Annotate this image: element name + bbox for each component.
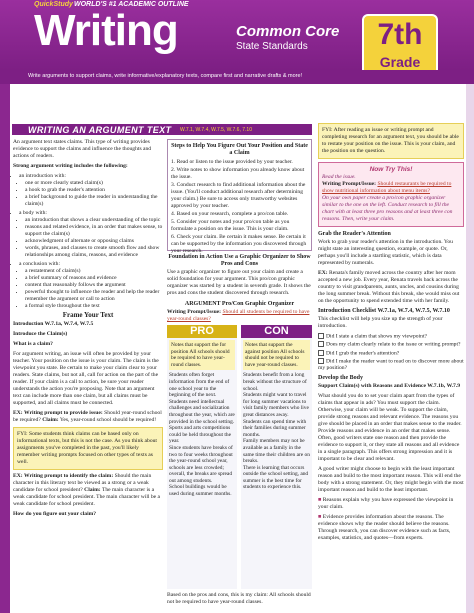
list-item: • powerful thought to influence the reader and help the reader remember the argument or call to action bbox=[25, 289, 163, 303]
grade-number: 7th bbox=[377, 18, 423, 51]
list-item: • content that reasonably follows the argument bbox=[25, 282, 163, 289]
checklist-item[interactable]: Does my claim clearly relate to the issue or writing prompt? bbox=[318, 341, 464, 348]
organizer-prompt: Writing Prompt/Issue: Should all students be required to have year-round classes? bbox=[167, 309, 310, 322]
list-item: • an introduction that shows a clear understanding of the topic bbox=[25, 217, 163, 224]
step-item: 6. Check your claim. Be certain it makes sense. Be certain it can be supported by the information you discovered through your research. bbox=[171, 234, 307, 254]
argument-organizer-heading: ARGUMENT Pro/Con Graphic Organizer bbox=[184, 301, 295, 307]
checklist-item[interactable]: Did I make the reader want to read on to discover more about my position? bbox=[318, 358, 464, 372]
evidence-bullet: ■ Evidence provides information about the reasons. The evidence shows why the reader should believe the reasons. Through research, you can discover evidence such as facts, examples, statistics, and quotes—from experts. bbox=[318, 514, 451, 542]
con-item: Students can spend time with their families during summer months. bbox=[243, 418, 307, 438]
section-title: WRITING AN ARGUMENT TEXT bbox=[28, 125, 172, 135]
develop-body-heading: Develop the Body bbox=[318, 375, 363, 382]
intro-checklist-text: This checklist will help you size up the strength of your introduction. bbox=[318, 316, 443, 329]
pro-column bbox=[167, 325, 237, 589]
intro-paragraph: An argument text states claims. This type of writing provides evidence to support the claims and influence the thoughts and actions of readers. bbox=[13, 139, 152, 159]
bullet-icon: ■ bbox=[318, 497, 323, 504]
column-3 bbox=[318, 120, 464, 545]
pro-item: Students need intellectual challenges and socialization throughout the year, which are provided in the school setting. bbox=[169, 398, 235, 425]
brand-tagline: WORLD'S #1 ACADEMIC OUTLINE bbox=[74, 1, 189, 8]
checkbox-icon[interactable] bbox=[318, 350, 324, 356]
introduction-heading: Introduction W.7.1a, W.7.4, W.7.5 bbox=[13, 321, 94, 327]
support-claims-subheading: Support Claim(s) with Reasons and Evidence W.7.1b, W.7.9 bbox=[318, 383, 461, 390]
pro-note: Notes that support the for position All schools should be required to have year-round classes. bbox=[169, 340, 235, 370]
strong-writing-heading: Strong argument writing includes the following: bbox=[13, 163, 128, 169]
subtitle-state-standards: State Standards bbox=[236, 41, 308, 52]
checklist-item[interactable]: Did I grab the reader's attention? bbox=[318, 350, 464, 357]
column-2 bbox=[167, 139, 312, 606]
reasons-bullet: ■ Reasons explain why you have expressed the viewpoint in your claim. bbox=[318, 497, 454, 511]
con-item: Family members may not be available as a family in the same time their children are on breaks. bbox=[243, 438, 310, 465]
right-margin-bar bbox=[466, 84, 474, 613]
checklist bbox=[318, 333, 464, 372]
claim-explanation: For argument writing, an issue will often be provided by your teacher. Your position on the issue is your claim. The claim is the viewpoint you state. Be certain to make your claim clear to your readers. State claims, but not all, call for action on the part of the reader. If your claim is a call to action, be sure your reader understands the action you're proposing. Note that an argument text can include more than one claim, but all claims must be supported, and all claims must be connected. bbox=[13, 351, 159, 406]
brand-logo: QuickStudy bbox=[34, 1, 73, 8]
try-instructions: On your own paper create a pro/con graphic organizer similar to the one on the left. Conduct research to fill the chart with at least three pro reasons and at least three con reasons. Then, write your claim. bbox=[322, 195, 453, 222]
steps-box bbox=[167, 139, 312, 254]
pro-item: Students often forget information from the end of one school year to the beginning of the next. bbox=[169, 372, 230, 399]
step-item: 2. Write notes to show information you already know about the issue. bbox=[171, 167, 305, 180]
con-note: Notes that support the against position All schools should not be required to have year-round classes. bbox=[243, 340, 310, 370]
list-item: • a brief background to guide the reader in understanding the claim(s) bbox=[25, 194, 163, 208]
now-try-this-box bbox=[318, 162, 464, 227]
list-item: • a brief summary of reasons and evidence bbox=[25, 275, 163, 282]
con-item: There is learning that occurs outside the school setting, and summer is the best time for students to experience this. bbox=[243, 464, 309, 491]
intro-checklist-heading: Introduction Checklist W.7.1a, W.7.4, W.7.5, W.7.10 bbox=[318, 308, 450, 314]
try-prompt: Writing Prompt/Issue: Should restaurants be required to show nutritional information about menu items? bbox=[322, 181, 452, 194]
list-item: • an introduction with: bbox=[19, 173, 163, 180]
steps-title: Steps to Help You Figure Out Your Position and State a Claim bbox=[171, 143, 308, 156]
structure-list bbox=[19, 173, 163, 310]
grade-badge bbox=[362, 14, 438, 76]
step-item: 4. Based on your research, complete a pro/con table. bbox=[171, 211, 289, 217]
checklist-item[interactable]: Did I state a claim that shows my viewpoint? bbox=[318, 333, 464, 340]
step-item: 1. Read or listen to the issue provided by your teacher. bbox=[171, 159, 293, 165]
list-item: • words, phrases, and clauses to create smooth flow and show relationships among claims, reasons, and evidence bbox=[25, 245, 163, 259]
claim-question: What is a claim? bbox=[13, 341, 53, 347]
step-item: 5. Consider your notes and your pro/con table as you formulate a position on the issue. This is your claim. bbox=[171, 219, 290, 232]
con-header: CON bbox=[241, 325, 312, 338]
foundation-text: Use a graphic organizer to figure out your claim and create a solid foundation for your argument. This pro/con graphic organizer was started by a student in seventh grade. It shows the pros and cons the student discovered through research. bbox=[167, 269, 311, 296]
pro-header: PRO bbox=[167, 325, 237, 338]
section-standards-ref: W.7.1, W.7.4, W.7.5, W.7.6, 7.10 bbox=[180, 127, 252, 133]
con-column bbox=[241, 325, 312, 589]
introduce-claims-heading: Introduce the Claim(s) bbox=[13, 331, 68, 337]
example-renata: EX: Renata's family moved across the country after her mom accepted a new job. Every year, Renata travels back across the country to visit grandparents, aunts, uncles, and cousins during the long summer break. Without this break, she would miss out on the opportunity to spend extended time with her family. bbox=[318, 270, 460, 304]
checkbox-icon[interactable] bbox=[318, 341, 324, 347]
body-text-2: A good writer might choose to begin with the least important reason and build to the most important reason. This will end the body with a strong statement. Or, they might begin with the most important reason and build to the least important. bbox=[318, 466, 464, 494]
pro-item: Sports and arts competitions could be held throughout the year. bbox=[169, 425, 231, 445]
list-item: • a restatement of claim(s) bbox=[25, 268, 163, 275]
column-1 bbox=[13, 139, 163, 521]
sub-list bbox=[25, 217, 163, 259]
checkbox-icon[interactable] bbox=[318, 358, 324, 364]
list-item: • a body with: bbox=[19, 210, 163, 217]
list-item: • reasons and related evidence, in an order that makes sense, to support the claim(s) bbox=[25, 224, 163, 238]
grab-attention-heading: Grab the Reader's Attention bbox=[318, 231, 391, 237]
bullet-icon: ■ bbox=[318, 514, 323, 521]
now-try-this-heading: Now Try This! bbox=[369, 166, 413, 173]
grade-label: Grade bbox=[379, 54, 421, 70]
step-item: 3. Conduct research to find additional information about the issue. (You'll conduct additional research after determining your claim.) Be sure to access only trustworthy websites approved by your teacher. bbox=[171, 182, 306, 209]
intro-text: Write arguments to support claims, write informative/explanatory texts, compare first and narrative drafts & more! bbox=[28, 73, 303, 79]
example-1: EX: Writing prompt to provide issue: Should year-round school be required? Claim: Yes, year-round school should be required! bbox=[13, 410, 162, 423]
list-item: • acknowledgment of alternate or opposing claims bbox=[25, 238, 163, 245]
sub-list bbox=[25, 268, 163, 310]
fyi-box: FYI: After reading an issue or writing prompt and completing research for an argument text, you should be able to restate your position on the issue. This is your claim, and the position on the question. bbox=[318, 123, 464, 159]
list-item: • a formal style throughout the text bbox=[25, 303, 163, 310]
con-item: Students might want to travel for long summer vacations to visit family members who live great distances away. bbox=[243, 392, 309, 418]
con-item: Students benefit from a long break without the structure of school. bbox=[243, 372, 307, 392]
list-item: • a conclusion with: bbox=[19, 261, 163, 268]
sub-list bbox=[25, 180, 163, 208]
pro-con-organizer bbox=[167, 325, 312, 589]
fyi-box: FYI: Some students think claims can be based only on informational texts, but this is not the case. As you think about assignments you've completed in the past, you'll likely remember writing prompts focused on other types of texts as well. bbox=[13, 427, 163, 470]
list-item: • a hook to grab the reader's attention bbox=[25, 187, 163, 194]
try-read-issue: Read the issue. bbox=[322, 174, 356, 180]
pro-item: Since students have breaks of two to four weeks throughout the year-round school year, schools are less crowded; overall, the breaks are spread out among students. bbox=[169, 444, 233, 484]
figure-out-claim-question: How do you figure out your claim? bbox=[13, 511, 97, 517]
page-title: Writing bbox=[34, 6, 178, 55]
list-item: • one or more clearly stated claim(s) bbox=[25, 180, 163, 187]
foundation-heading: Foundation in Action Use a Graphic Organizer to Show Pros and Cons bbox=[168, 254, 311, 267]
left-margin-bar bbox=[0, 84, 10, 613]
pro-item: School buildings would be used during summer months. bbox=[169, 484, 232, 498]
organizer-claim-footer: Based on the pros and cons, this is my claim: All schools should not be required to have year-round classes. bbox=[167, 592, 311, 605]
checkbox-icon[interactable] bbox=[318, 333, 324, 339]
grab-attention-text: Work to grab your reader's attention in the introduction. You might state an interesting question, example, or quote. Or, perhaps you'll include a startling statistic, which is data represented by numerals. bbox=[318, 239, 453, 266]
frame-your-text-heading: Frame Your Text bbox=[62, 311, 114, 319]
body-text: What should you do to set your claim apart from the types of claims that appear in ads? You must support the claim. Otherwise, your claim will be weak. To support the claim, provide strong reasons and relevant evidence. The reasons you give should be placed in an order that makes sense to the reader. Provide reasons and evidence in an order that makes sense. Often, good writers state one reason and then provide the evidence to support it, or they state all reasons and all evidence in a single paragraph. This offers strong impression and it is important to be clear and relevant. bbox=[318, 393, 462, 463]
subtitle-common-core: Common Core bbox=[236, 23, 340, 40]
example-2: EX: Writing prompt to identify the claim: Should the main character in this literary text be viewed as a strong or a weak candidate for school president? Claim: The main character is a weak candidate for school president. The main character will be a weak candidate for school president. bbox=[13, 473, 161, 507]
